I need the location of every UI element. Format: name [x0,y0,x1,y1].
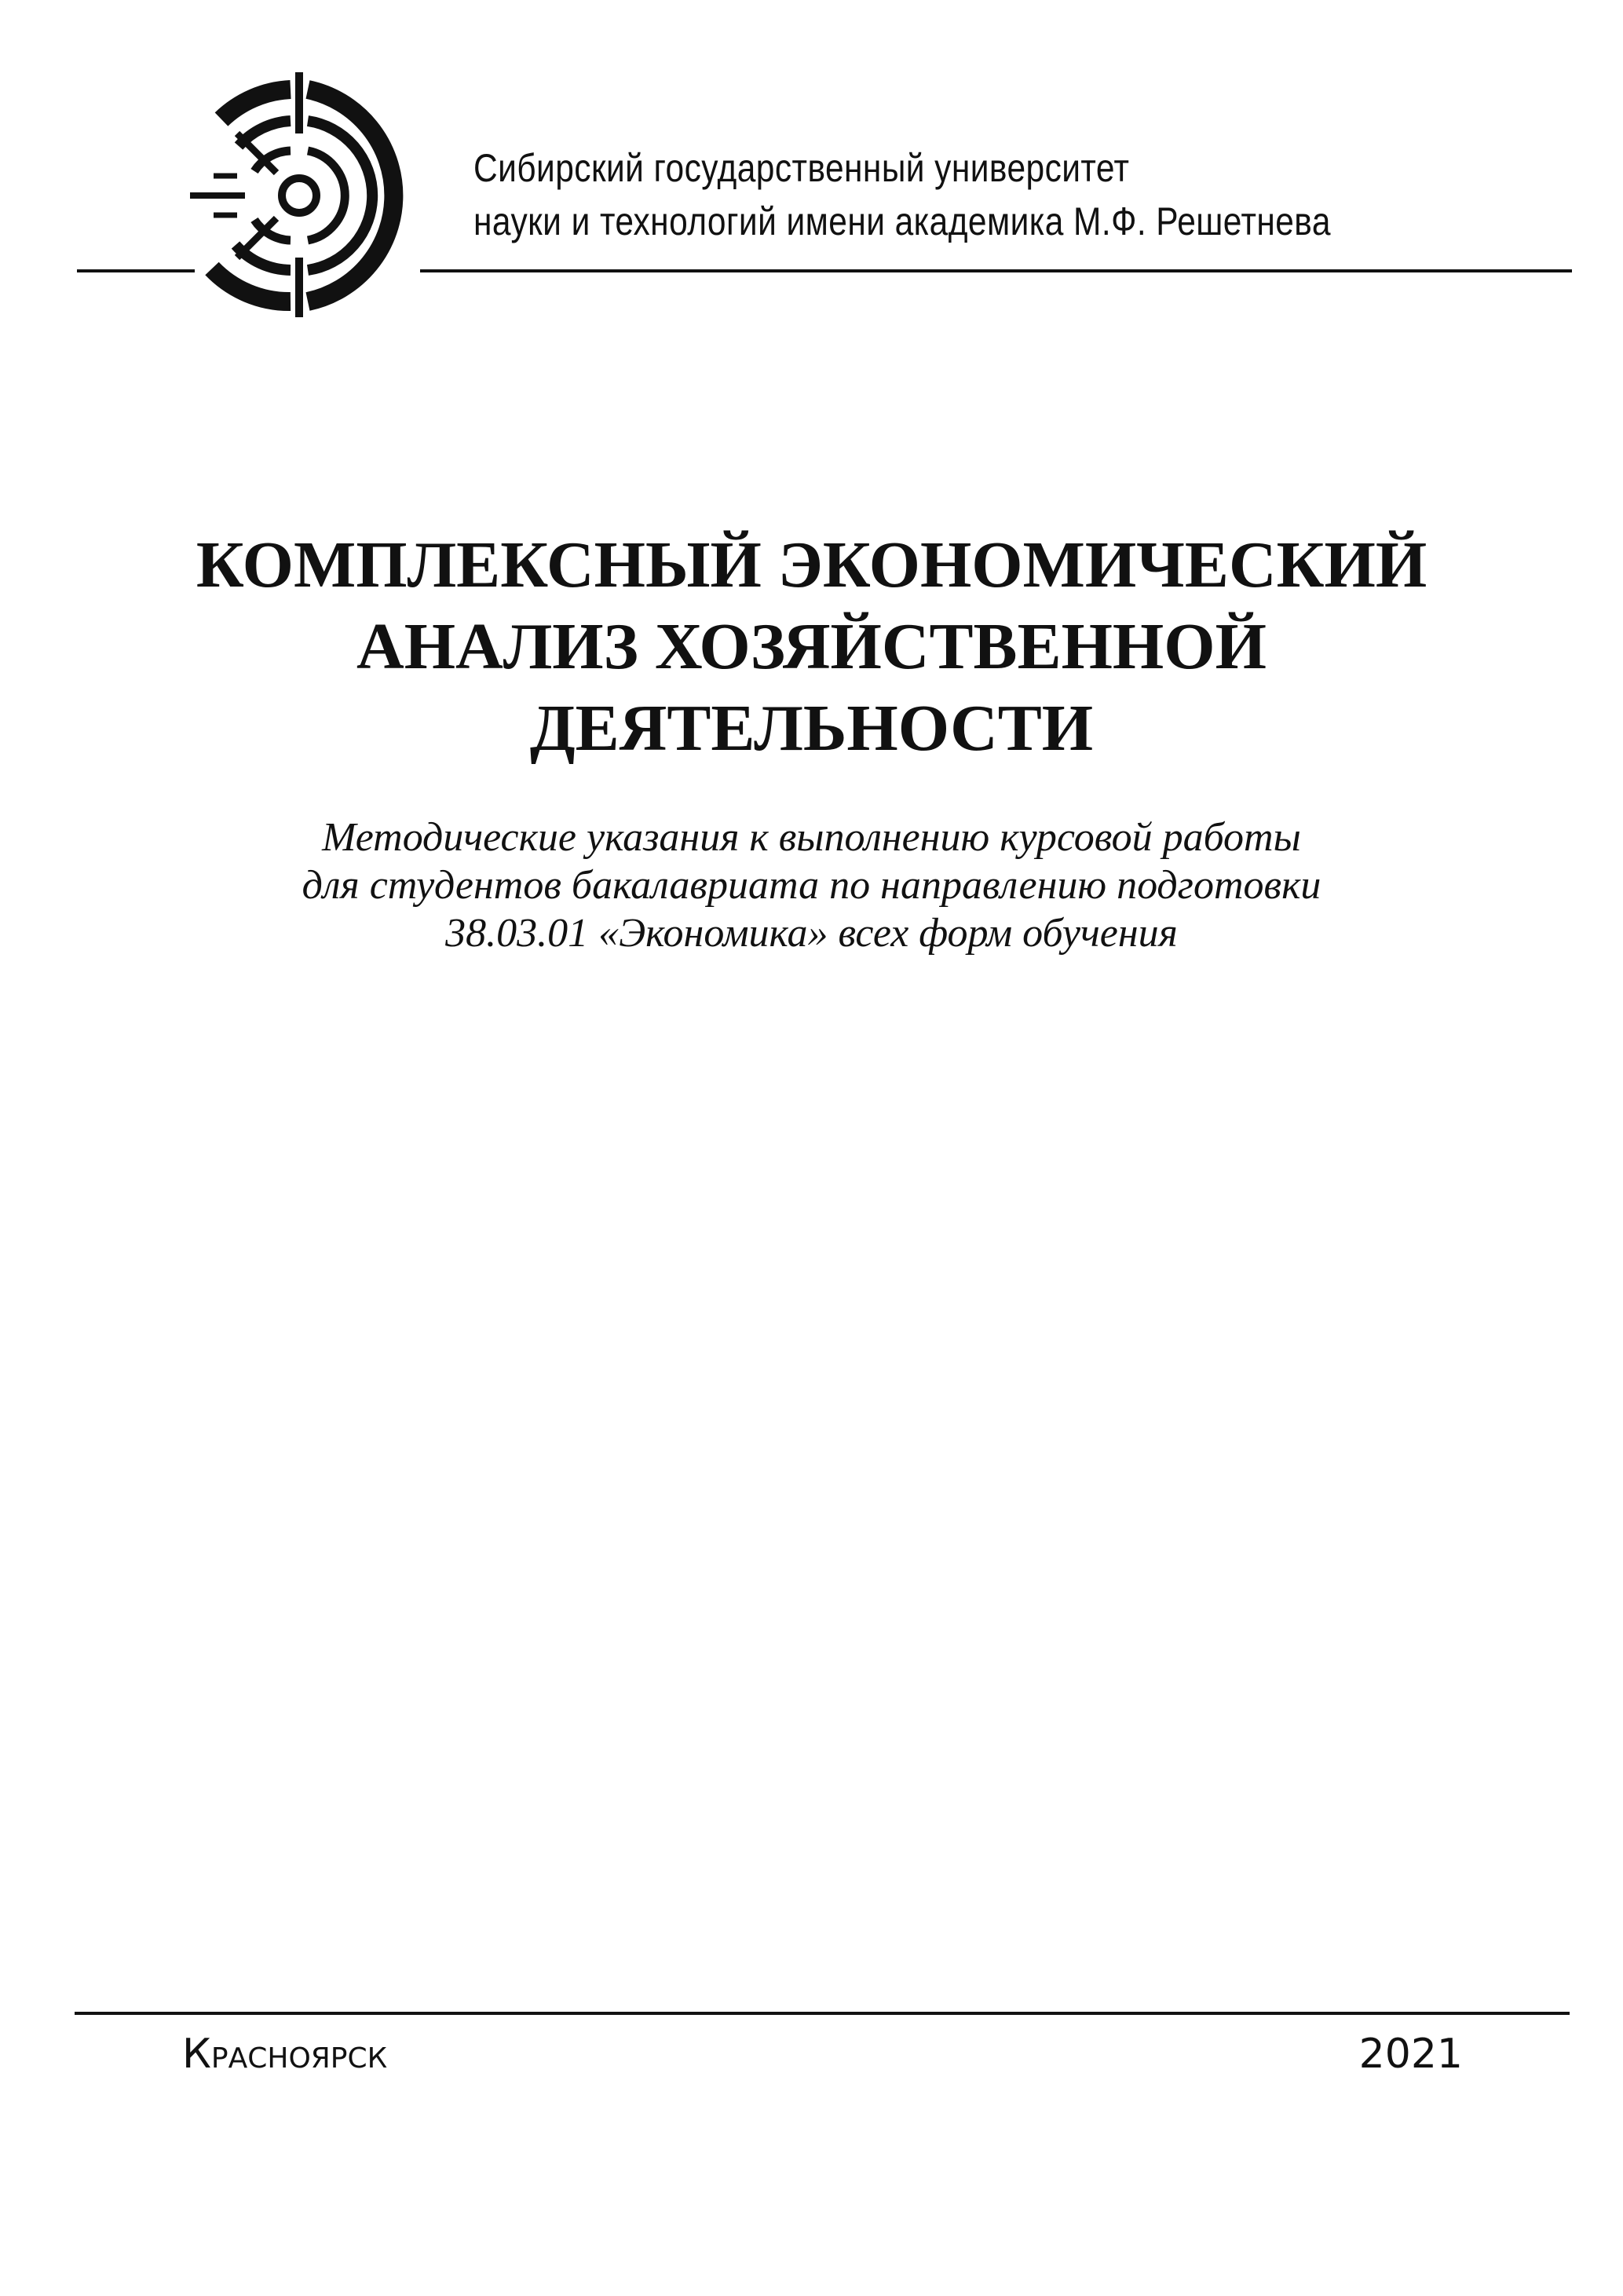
title-line-1: КОМПЛЕКСНЫЙ ЭКОНОМИЧЕСКИЙ [196,528,1427,601]
title-line-2: АНАЛИЗ ХОЗЯЙСТВЕННОЙ [356,610,1267,683]
university-emblem-icon [190,72,410,317]
footer-divider [75,2012,1570,2015]
subtitle-line-1: Методические указания к выполнению курсовой работы [322,815,1301,860]
university-name-line-2: науки и технологий имени академика М.Ф. Решетнева [473,199,1331,243]
publication-year: 2021 [1358,2031,1463,2078]
publication-city: Красноярск [182,2031,388,2078]
title-line-3: ДЕЯТЕЛЬНОСТИ [529,692,1094,765]
subtitle-line-3: 38.03.01 «Экономика» всех форм обучения [445,911,1178,956]
university-name [473,141,1408,248]
header-divider-left [77,269,195,272]
document-subtitle [0,813,1623,957]
document-title [0,525,1623,770]
university-name-line-1: Сибирский государственный университет [473,146,1130,190]
header-divider-right [420,269,1572,272]
subtitle-line-2: для студентов бакалавриата по направлению подготовки [302,863,1321,908]
